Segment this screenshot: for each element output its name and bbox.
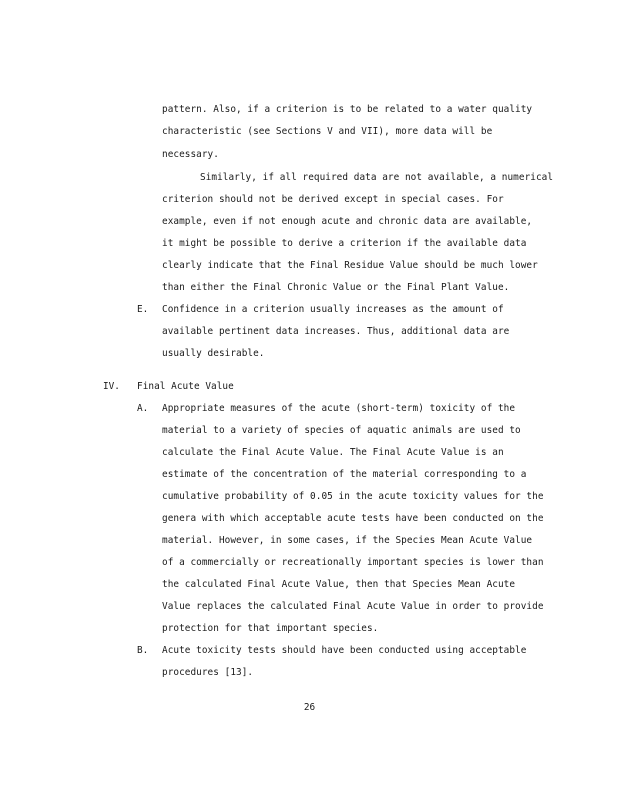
- item-b-line-2: procedures [13].: [162, 667, 254, 678]
- similarly-line-2: criterion should not be derived except in special cases. For: [162, 194, 504, 205]
- similarly-line-3: example, even if not enough acute and chronic data are available,: [162, 216, 533, 227]
- item-a-line-3: calculate the Final Acute Value. The Final Acute Value is an: [162, 447, 504, 458]
- item-b-line-1: Acute toxicity tests should have been conducted using acceptable: [162, 645, 527, 656]
- similarly-line-4: it might be possible to derive a criterion if the available data: [162, 238, 527, 249]
- item-a-marker: A.: [137, 403, 149, 414]
- item-a-line-7: material. However, in some cases, if the Species Mean Acute Value: [162, 535, 533, 546]
- continuation-line-3: necessary.: [162, 149, 219, 160]
- item-a-line-2: material to a variety of species of aquatic animals are used to: [162, 425, 521, 436]
- item-e-line-3: usually desirable.: [162, 348, 265, 359]
- continuation-line-2: characteristic (see Sections V and VII), more data will be: [162, 126, 493, 137]
- similarly-line-5: clearly indicate that the Final Residue Value should be much lower: [162, 260, 538, 271]
- item-a-line-9: the calculated Final Acute Value, then that Species Mean Acute: [162, 579, 516, 590]
- item-a-line-5: cumulative probability of 0.05 in the acute toxicity values for the: [162, 491, 544, 502]
- item-e-marker: E.: [137, 304, 149, 315]
- item-a-line-8: of a commercially or recreationally important species is lower than: [162, 557, 544, 568]
- item-a-line-10: Value replaces the calculated Final Acute Value in order to provide: [162, 601, 544, 612]
- page-number: 26: [303, 702, 316, 713]
- item-a-line-4: estimate of the concentration of the material corresponding to a: [162, 469, 527, 480]
- continuation-line-1: pattern. Also, if a criterion is to be related to a water quality: [162, 104, 533, 115]
- item-e-line-1: Confidence in a criterion usually increases as the amount of: [162, 304, 504, 315]
- item-a-line-1: Appropriate measures of the acute (short-term) toxicity of the: [162, 403, 516, 414]
- item-e-line-2: available pertinent data increases. Thus, additional data are: [162, 326, 510, 337]
- section-iv-title: Final Acute Value: [137, 381, 234, 392]
- item-a-line-11: protection for that important species.: [162, 623, 379, 634]
- section-iv-number: IV.: [103, 381, 120, 392]
- item-b-marker: B.: [137, 645, 149, 656]
- similarly-line-1: Similarly, if all required data are not available, a numerical: [200, 172, 554, 183]
- item-a-line-6: genera with which acceptable acute tests have been conducted on the: [162, 513, 544, 524]
- similarly-line-6: than either the Final Chronic Value or the Final Plant Value.: [162, 282, 510, 293]
